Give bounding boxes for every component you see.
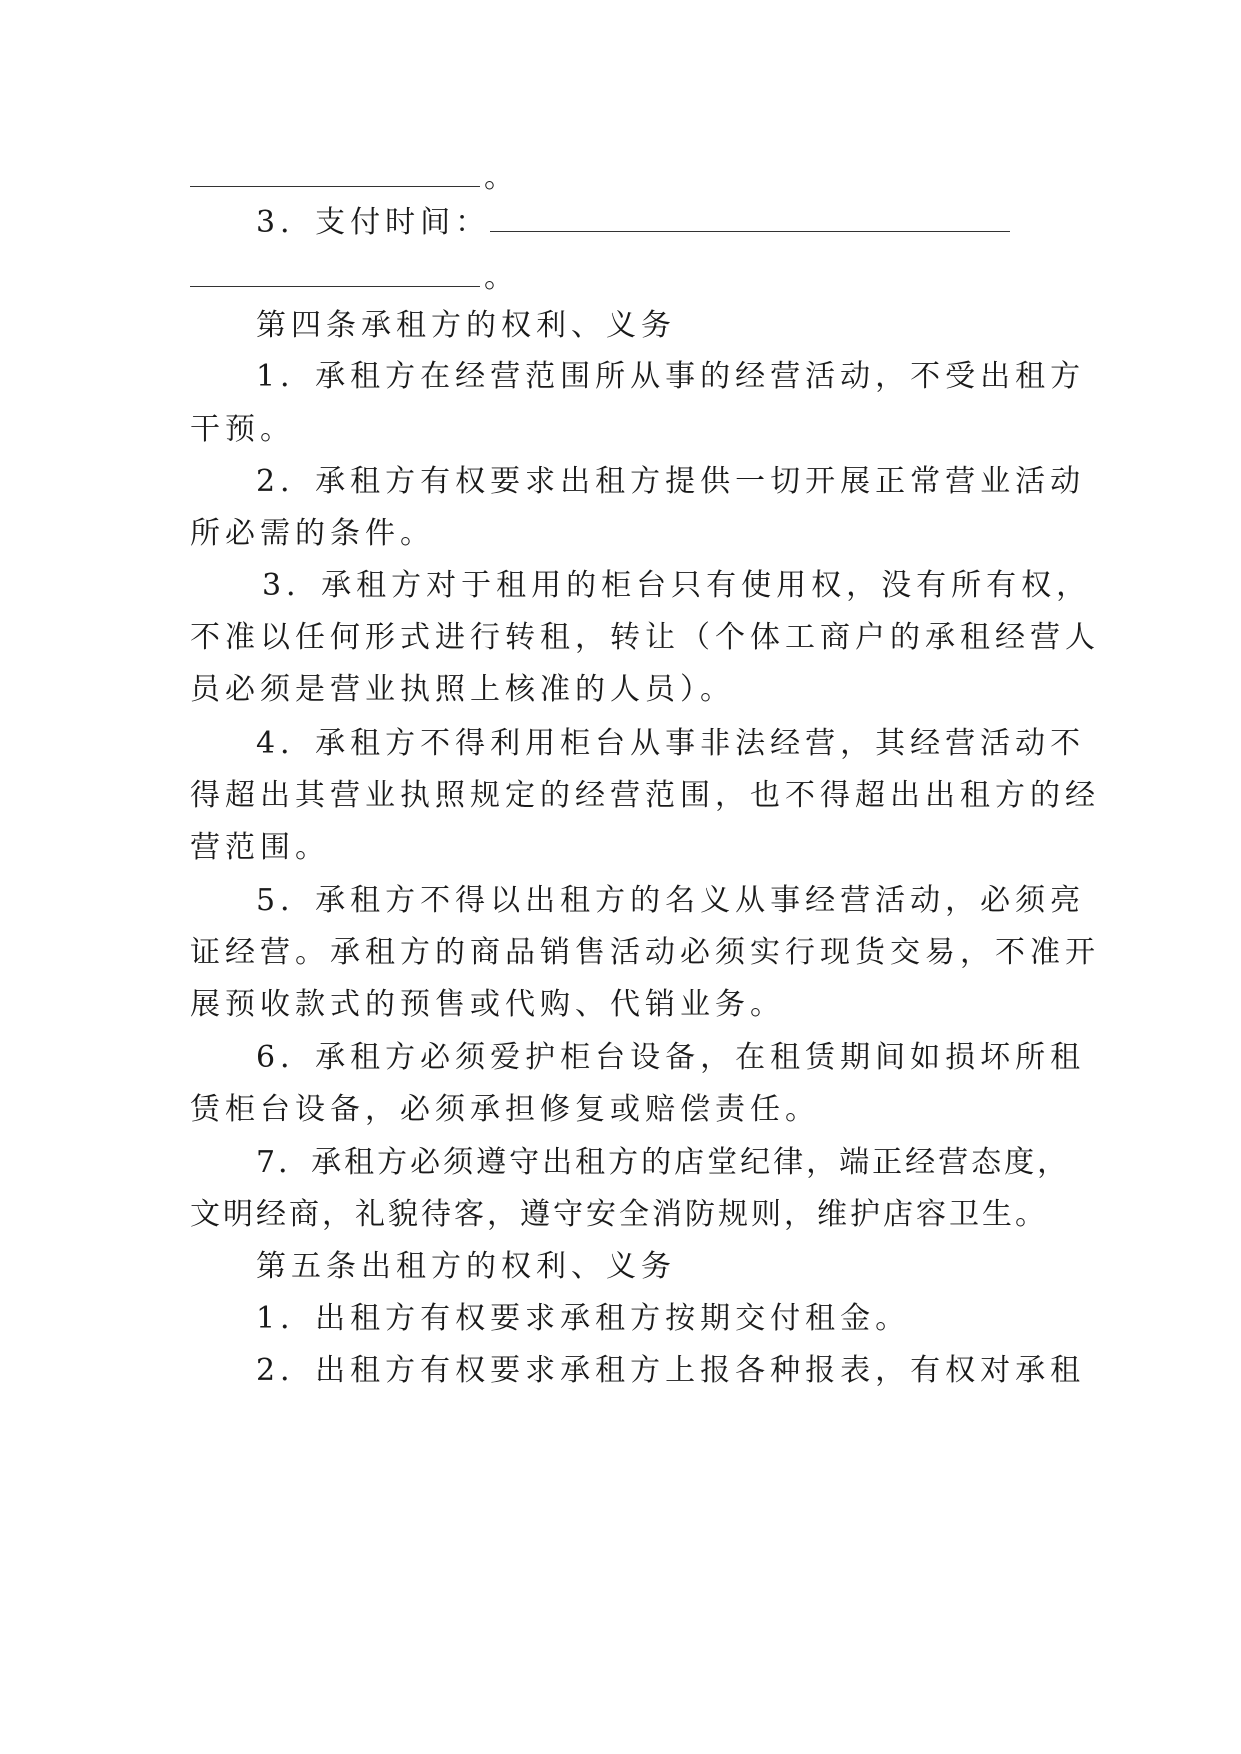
payment-time-label: 3．支付时间： bbox=[256, 205, 491, 240]
a4-item7-line2: 文明经商，礼貌待客，遵守安全消防规则，维护店容卫生。 bbox=[190, 1197, 1048, 1232]
a4-item2-line1: 2．承租方有权要求出租方提供一切开展正常营业活动 bbox=[256, 464, 1086, 499]
payment-time-item bbox=[256, 203, 1070, 243]
a4-item1-line1: 1．承租方在经营范围所从事的经营活动，不受出租方 bbox=[256, 359, 1086, 394]
payment-time-blank bbox=[490, 203, 1010, 232]
blank-period: 。 bbox=[484, 160, 519, 195]
fill-in-blank-line bbox=[190, 158, 1070, 198]
a4-item5-line3: 展预收款式的预售或代购、代销业务。 bbox=[190, 987, 785, 1022]
a5-item2-line1: 2．出租方有权要求承租方上报各种报表，有权对承租 bbox=[256, 1353, 1086, 1388]
a4-item3-line3: 员必须是营业执照上核准的人员）。 bbox=[190, 672, 735, 707]
a4-item6-line1: 6．承租方必须爱护柜台设备，在租赁期间如损坏所租 bbox=[256, 1040, 1086, 1075]
a4-item5-line1: 5．承租方不得以出租方的名义从事经营活动，必须亮 bbox=[256, 883, 1086, 918]
fill-in-blank-line bbox=[190, 258, 1070, 298]
a4-item3-line2: 不准以任何形式进行转租，转让（个体工商户的承租经营人 bbox=[190, 620, 1100, 655]
a4-item3-line1: 3．承租方对于租用的柜台只有使用权，没有所有权， bbox=[262, 568, 1092, 603]
a4-item4-line2: 得超出其营业执照规定的经营范围，也不得超出出租方的经 bbox=[190, 778, 1100, 813]
a4-item5-line2: 证经营。承租方的商品销售活动必须实行现货交易，不准开 bbox=[190, 935, 1100, 970]
article-4-heading: 第四条承租方的权利、义务 bbox=[256, 308, 676, 343]
blank-underline bbox=[190, 258, 480, 287]
a4-item1-line2: 干预。 bbox=[190, 412, 295, 447]
a4-item2-line2: 所必需的条件。 bbox=[190, 516, 435, 551]
blank-underline bbox=[190, 158, 480, 187]
a4-item4-line1: 4．承租方不得利用柜台从事非法经营，其经营活动不 bbox=[256, 726, 1086, 761]
a4-item6-line2: 赁柜台设备，必须承担修复或赔偿责任。 bbox=[190, 1092, 820, 1127]
a4-item4-line3: 营范围。 bbox=[190, 830, 330, 865]
a4-item7-line1: 7．承租方必须遵守出租方的店堂纪律，端正经营态度， bbox=[256, 1145, 1071, 1180]
a5-item1: 1．出租方有权要求承租方按期交付租金。 bbox=[256, 1301, 911, 1336]
blank-period: 。 bbox=[484, 260, 519, 295]
article-5-heading: 第五条出租方的权利、义务 bbox=[256, 1249, 676, 1284]
